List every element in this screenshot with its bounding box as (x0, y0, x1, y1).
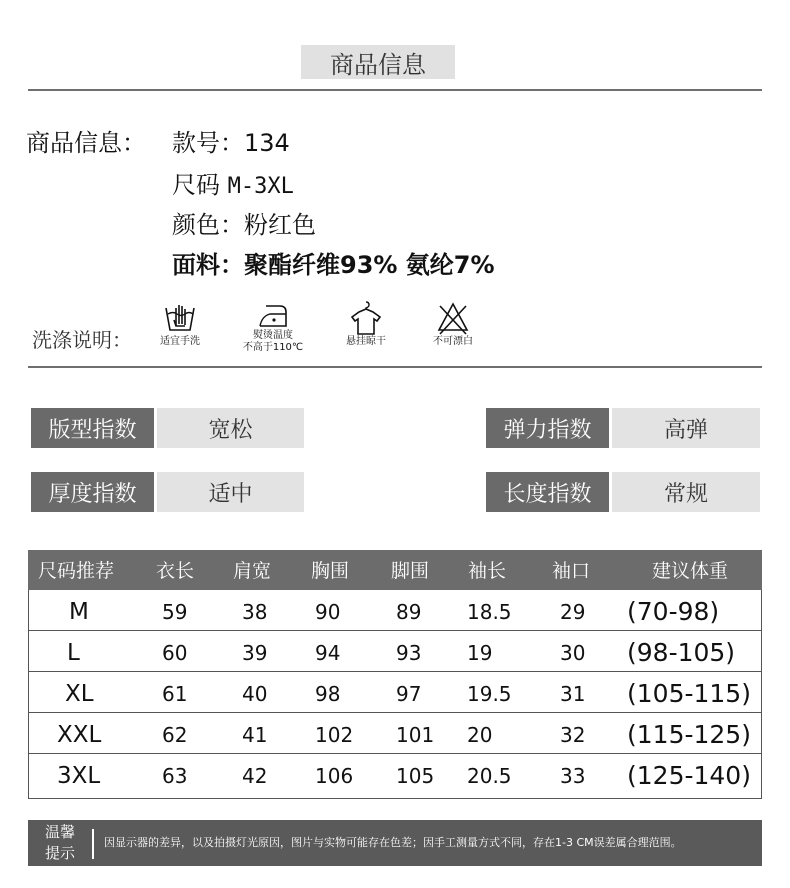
table-row (29, 713, 761, 754)
wash-item-no-bleach (408, 300, 498, 348)
size-table-header (28, 550, 762, 590)
cell-size: 3XL (57, 763, 101, 789)
cell-length: 61 (162, 682, 188, 706)
length-index-value: 常规 (612, 472, 760, 512)
cell-weight: (98-105) (627, 638, 736, 667)
cell-cuff: 29 (560, 600, 586, 624)
cell-length: 62 (162, 723, 188, 747)
cell-size: XL (65, 681, 94, 707)
table-row (29, 631, 761, 672)
fit-index-label: 版型指数 (31, 408, 154, 448)
info-label: 商品信息： (26, 129, 146, 157)
cell-shoulder: 38 (242, 600, 268, 624)
header-hem: 脚围 (391, 560, 430, 582)
cell-length: 63 (162, 764, 188, 788)
cell-chest: 98 (315, 682, 341, 706)
cell-size: XXL (57, 722, 102, 748)
length-index-label: 长度指数 (486, 472, 609, 512)
cell-weight: (115-125) (627, 720, 751, 749)
fit-index-value: 宽松 (157, 408, 304, 448)
cell-shoulder: 40 (242, 682, 268, 706)
cell-cuff: 32 (560, 723, 586, 747)
table-row (29, 590, 761, 631)
notice-title-line-2: 提示 (44, 844, 75, 862)
cell-shoulder: 42 (242, 764, 268, 788)
cell-sleeve: 19.5 (467, 682, 512, 706)
thickness-index-label: 厚度指数 (31, 472, 154, 512)
divider-middle (28, 366, 762, 368)
cell-hem: 105 (396, 764, 435, 788)
cell-shoulder: 41 (242, 723, 268, 747)
cell-weight: (105-115) (627, 679, 751, 708)
wash-item-hand-wash (135, 300, 225, 348)
size-range-value: M-3XL (227, 174, 294, 199)
header-shoulder: 肩宽 (233, 560, 272, 582)
cell-sleeve: 20.5 (467, 764, 512, 788)
iron-icon (256, 300, 290, 330)
size-range-label: 尺码 (172, 171, 220, 199)
cell-hem: 93 (396, 641, 422, 665)
cell-size: L (67, 640, 80, 666)
cell-chest: 94 (315, 641, 341, 665)
hang-dry-caption: 悬挂晾干 (346, 336, 386, 347)
iron-caption-1: 熨烫温度 (253, 330, 293, 341)
notice-divider (92, 829, 94, 859)
no-bleach-caption: 不可漂白 (433, 336, 473, 347)
fabric-info: 面料：聚酯纤维93% 氨纶7% (172, 251, 495, 279)
header-chest: 胸围 (311, 560, 350, 582)
cell-weight: (70-98) (627, 597, 720, 626)
hand-wash-icon (163, 300, 197, 336)
table-row (29, 754, 761, 794)
cell-hem: 101 (396, 723, 435, 747)
washing-label: 洗涤说明： (32, 328, 132, 352)
table-row (29, 672, 761, 713)
color-info: 颜色：粉红色 (172, 211, 316, 239)
wash-item-hang-dry (321, 300, 411, 348)
wash-item-iron (228, 300, 318, 354)
style-number: 款号：134 (172, 129, 290, 157)
cell-hem: 89 (396, 600, 422, 624)
notice-text: 因显示器的差异，以及拍摄灯光原因，图片与实物可能存在色差；因手工测量方式不同，存在1-3 CM误差属合理范围。 (104, 836, 682, 849)
cell-cuff: 33 (560, 764, 586, 788)
notice-title (38, 822, 82, 864)
cell-hem: 97 (396, 682, 422, 706)
header-size: 尺码推荐 (38, 560, 115, 582)
notice-title-line-1: 温馨 (44, 823, 75, 841)
header-sleeve-length: 袖长 (468, 560, 507, 582)
cell-chest: 90 (315, 600, 341, 624)
thickness-index-value: 适中 (157, 472, 304, 512)
cell-size: M (69, 599, 89, 625)
cell-cuff: 30 (560, 641, 586, 665)
header-length: 衣长 (156, 560, 195, 582)
size-range (172, 165, 294, 200)
cell-chest: 106 (315, 764, 354, 788)
cell-sleeve: 19 (467, 641, 493, 665)
header-weight: 建议体重 (652, 560, 729, 582)
elastic-index-label: 弹力指数 (486, 408, 609, 448)
no-bleach-icon (436, 300, 470, 336)
header-cuff: 袖口 (552, 560, 591, 582)
divider-top (28, 89, 762, 91)
cell-sleeve: 18.5 (467, 600, 512, 624)
cell-weight: (125-140) (627, 761, 751, 790)
cell-length: 59 (162, 600, 188, 624)
cell-length: 60 (162, 641, 188, 665)
cell-shoulder: 39 (242, 641, 268, 665)
cell-chest: 102 (315, 723, 354, 747)
hand-wash-caption: 适宜手洗 (160, 336, 200, 347)
hang-dry-icon (349, 300, 383, 336)
cell-sleeve: 20 (467, 723, 493, 747)
page-title: 商品信息 (301, 45, 455, 79)
size-table-body (28, 590, 762, 799)
iron-caption-2: 不高于110℃ (242, 342, 304, 353)
cell-cuff: 31 (560, 682, 586, 706)
notice-banner (28, 820, 762, 866)
elastic-index-value: 高弹 (612, 408, 760, 448)
